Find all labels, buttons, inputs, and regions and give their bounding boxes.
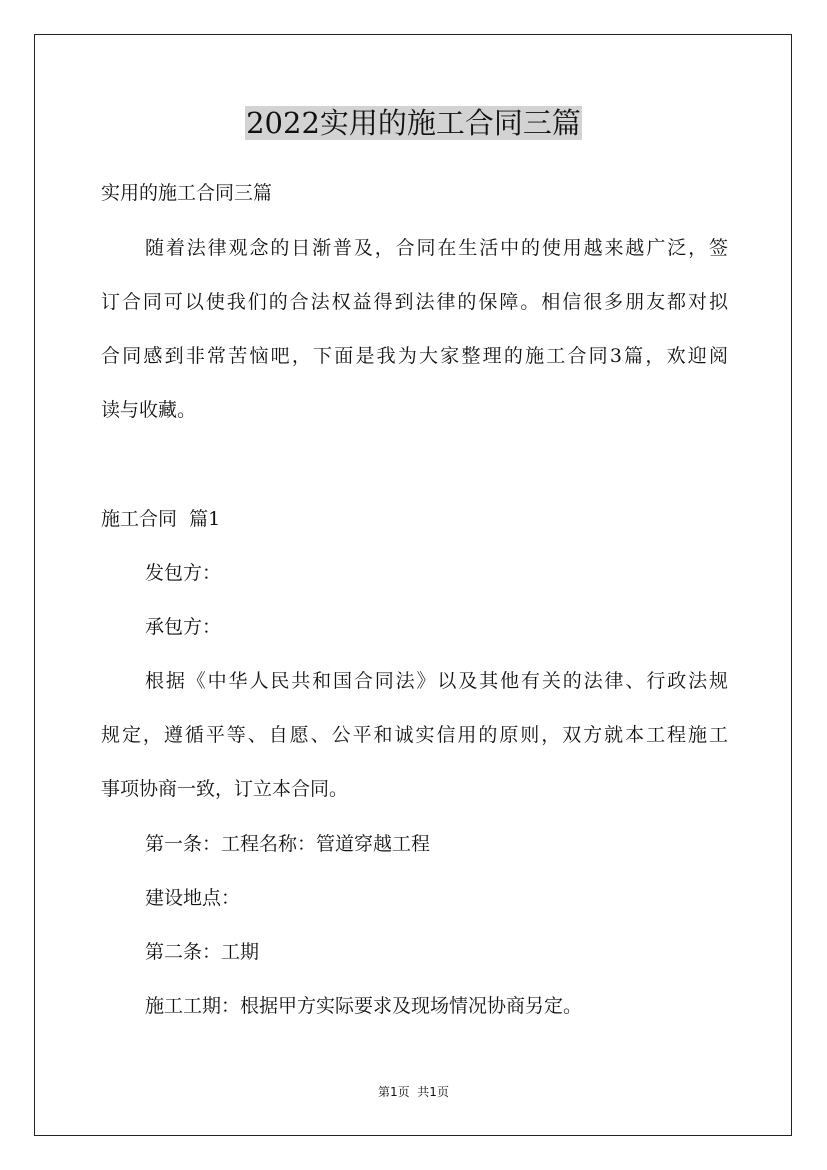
intro-line-4: 读与收藏。 [101, 399, 197, 421]
intro-line-1: 随着法律观念的日渐普及，合同在生活中的使用越来越广泛，签 [145, 237, 728, 259]
article-1: 第一条：工程名称：管道穿越工程 [145, 833, 431, 855]
subtitle: 实用的施工合同三篇 [101, 182, 273, 204]
party-b-label: 承包方： [145, 616, 222, 638]
construction-location: 建设地点： [145, 887, 241, 909]
party-a-label: 发包方： [145, 562, 222, 584]
document-title-text: 2022实用的施工合同三篇 [246, 106, 581, 140]
section-heading: 施工合同 篇1 [101, 508, 221, 530]
article-2: 第二条：工期 [145, 941, 260, 963]
intro-line-3: 合同感到非常苦恼吧，下面是我为大家整理的施工合同3篇，欢迎阅 [101, 345, 728, 367]
page-footer: 第1页 共1页 [378, 1085, 449, 1099]
construction-schedule: 施工工期：根据甲方实际要求及现场情况协商另定。 [145, 995, 583, 1017]
basis-line-3: 事项协商一致，订立本合同。 [101, 778, 349, 800]
intro-line-2: 订合同可以使我们的合法权益得到法律的保障。相信很多朋友都对拟 [101, 291, 728, 313]
document-title [0, 103, 827, 143]
basis-line-1: 根据《中华人民共和国合同法》以及其他有关的法律、行政法规 [145, 670, 728, 692]
basis-line-2: 规定，遵循平等、自愿、公平和诚实信用的原则，双方就本工程施工 [101, 724, 728, 746]
